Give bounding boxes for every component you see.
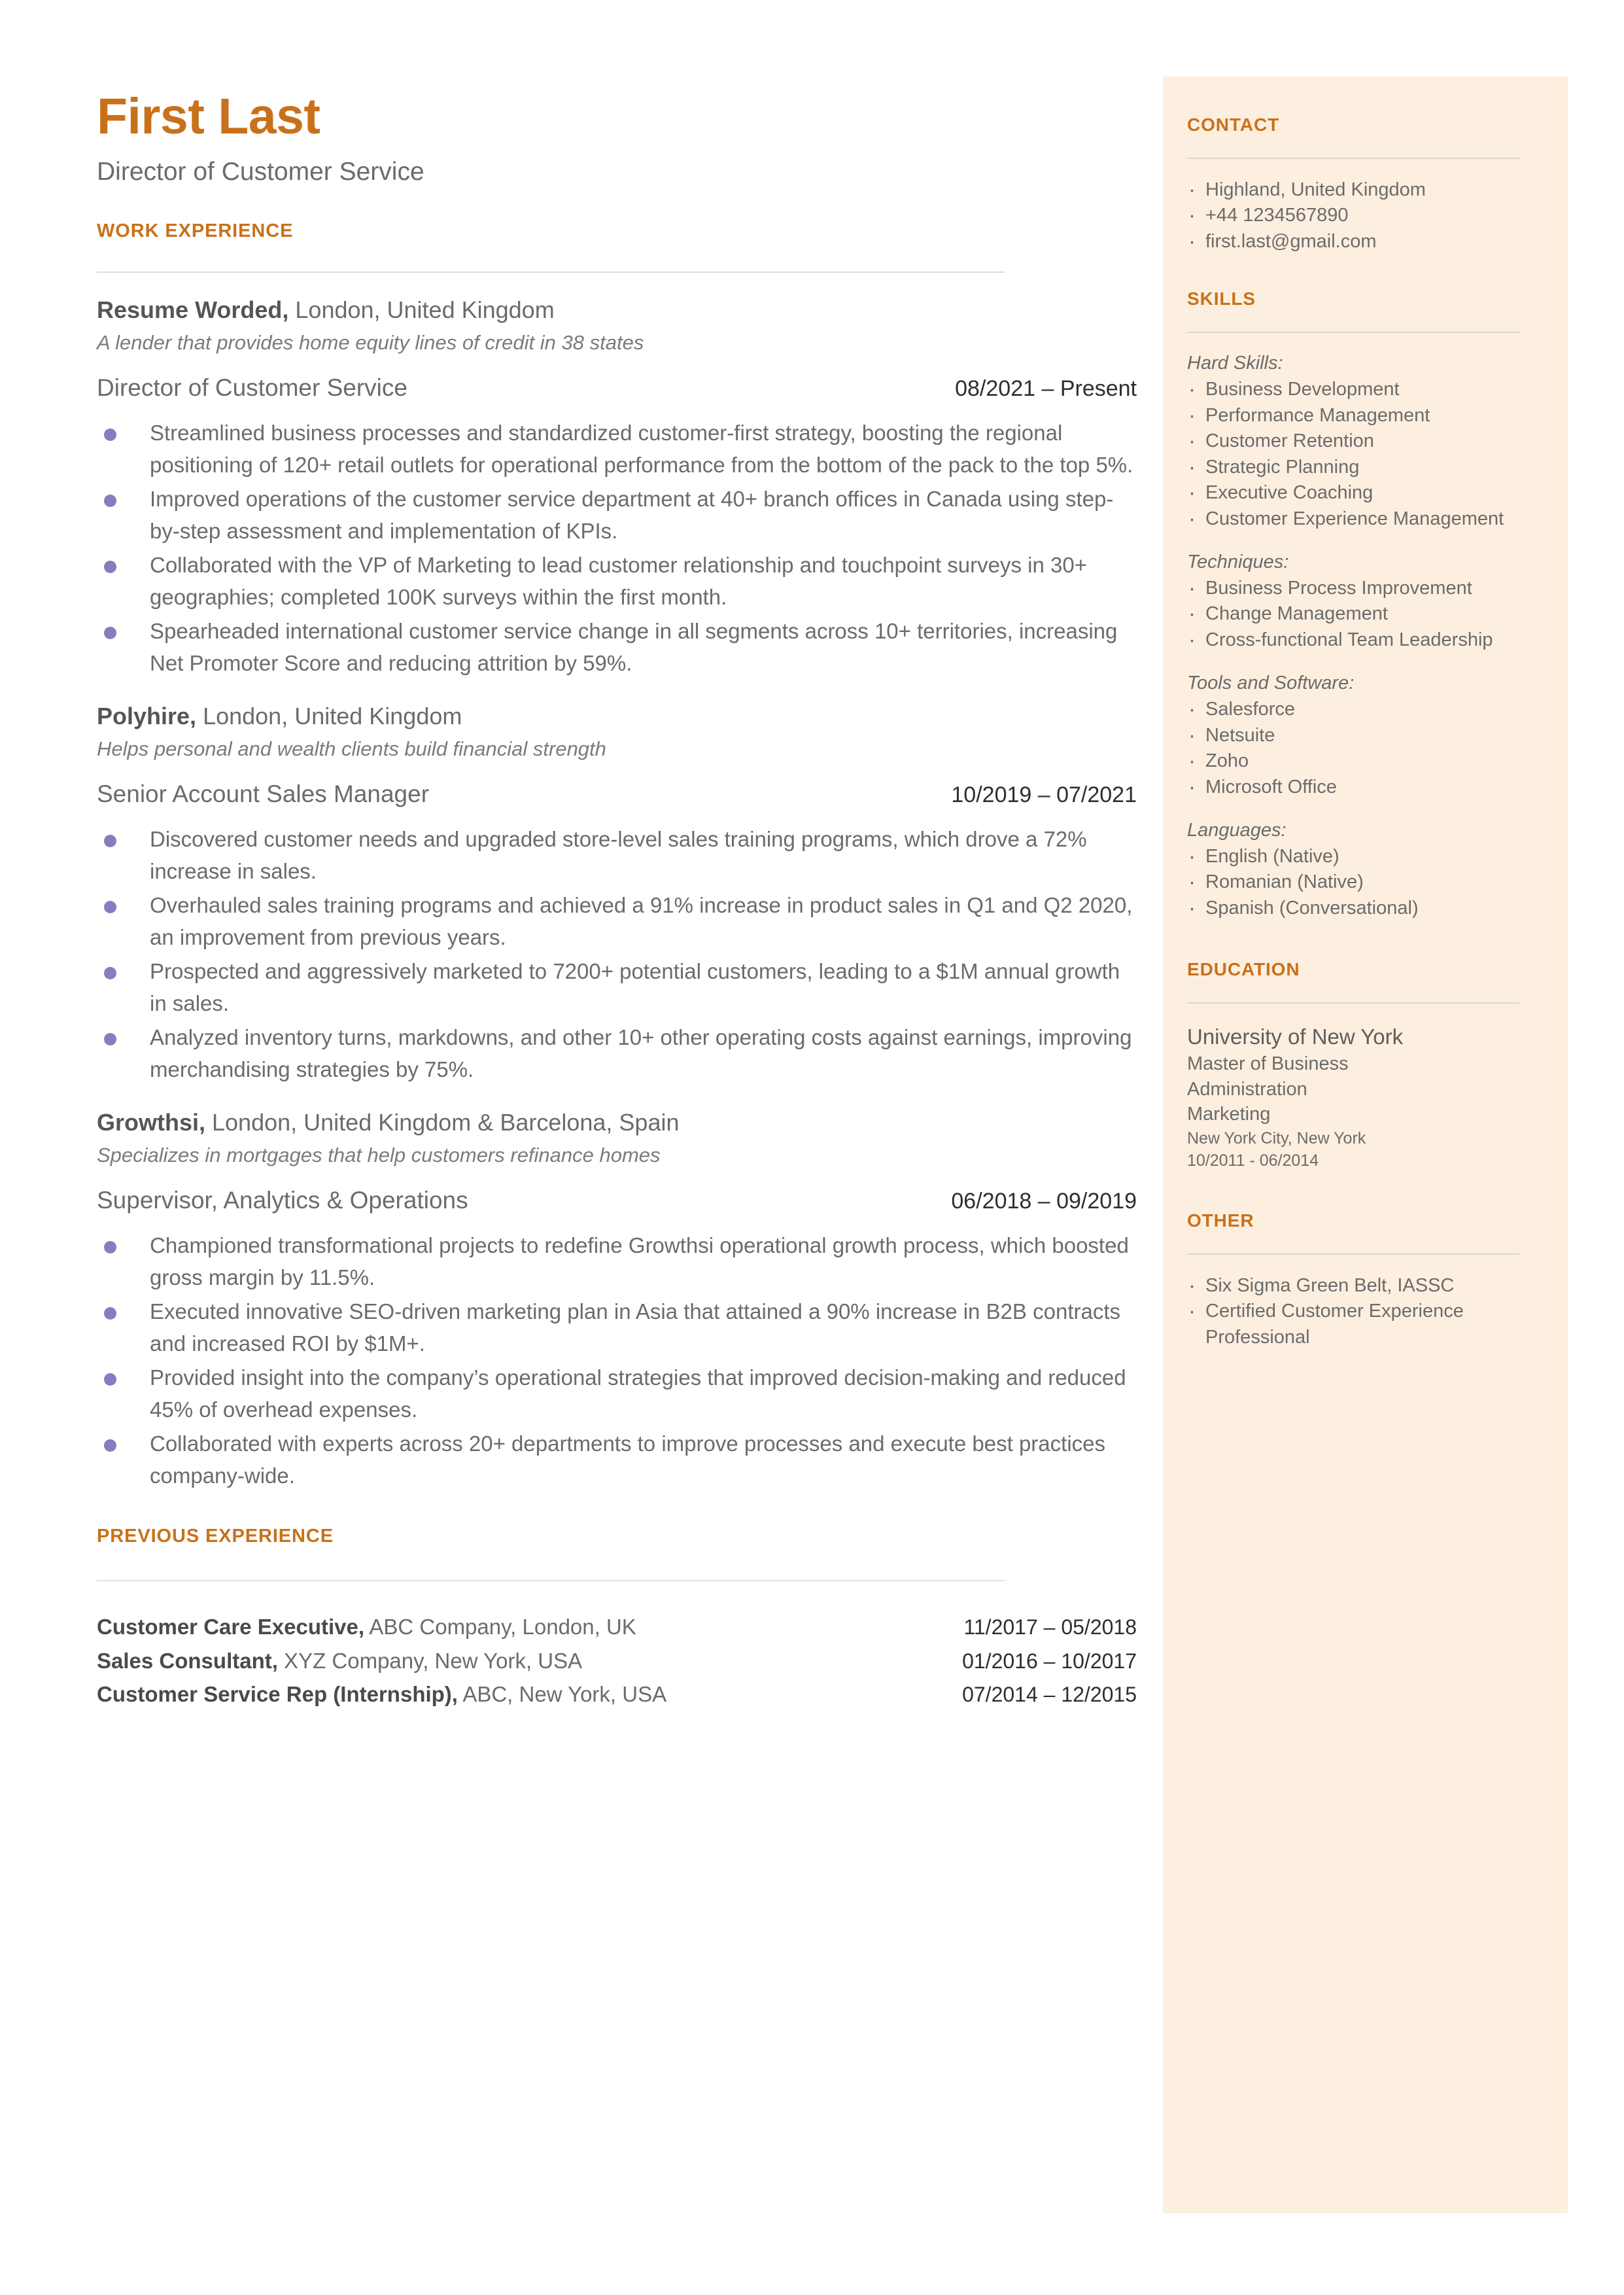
language-item: · Romanian (Native) [1187,869,1544,895]
skill-item: · Salesforce [1187,697,1544,722]
contact-list [1187,177,1544,254]
contact-item-phone: · +44 1234567890 [1187,203,1544,228]
previous-role-title: Customer Care Executive, [97,1615,365,1639]
achievement-item: Spearheaded international customer service change in all segments across 10+ territories, increasing Net Promoter Score and reducing attrition by 59%. [97,616,1137,679]
role-dates: 10/2019 – 07/2021 [951,782,1137,808]
previous-experience-list [97,1610,1137,1711]
achievement-list [97,1230,1137,1492]
previous-role-line [97,1644,582,1677]
previous-role-line [97,1677,666,1711]
candidate-job-title: Director of Customer Service [97,158,424,186]
skills-group-list [1187,844,1544,921]
skill-item: · Customer Retention [1187,429,1544,454]
skills-group-label: Techniques: [1187,551,1289,572]
skill-item: · Microsoft Office [1187,775,1544,800]
achievement-list [97,824,1137,1085]
contact-divider [1187,158,1519,159]
education-location: New York City, New York [1187,1129,1366,1148]
achievement-item: Provided insight into the company’s operational strategies that improved decision-making and reduced 45% of overhead expenses. [97,1362,1137,1426]
skills-group-tools-and-software [1187,673,1544,800]
company-line [97,295,1137,325]
skill-item: · Business Development [1187,377,1544,402]
previous-experience-row [97,1610,1137,1644]
company-location: London, United Kingdom [196,703,462,730]
company-location: London, United Kingdom [288,296,555,323]
skill-item: · Strategic Planning [1187,455,1544,480]
previous-role-title: Sales Consultant, [97,1648,278,1673]
achievement-item: Discovered customer needs and upgraded store-level sales training programs, which drove a 72% increase in sales. [97,824,1137,887]
other-list [1187,1273,1544,1350]
role-dates: 08/2021 – Present [955,376,1137,402]
previous-role-dates: 07/2014 – 12/2015 [962,1683,1137,1707]
skills-group-label: Tools and Software: [1187,673,1355,694]
skill-item: · Executive Coaching [1187,480,1544,506]
skills-group-techniques [1187,552,1544,653]
skill-item: · Performance Management [1187,403,1544,429]
company-line [97,1108,1137,1138]
education-degree-line-1: Master of Business [1187,1053,1349,1075]
language-item: · Spanish (Conversational) [1187,896,1544,921]
company-location: London, United Kingdom & Barcelona, Spain [205,1109,680,1136]
previous-role-detail: ABC, New York, USA [457,1682,667,1707]
certification-item: · Six Sigma Green Belt, IASSC [1187,1273,1544,1299]
previous-role-detail: ABC Company, London, UK [364,1615,636,1639]
previous-role-dates: 11/2017 – 05/2018 [963,1615,1137,1639]
achievement-item: Prospected and aggressively marketed to 7200+ potential customers, leading to a $1M annual growth in sales. [97,956,1137,1019]
role-row [97,1187,1137,1214]
achievement-item: Improved operations of the customer service department at 40+ branch offices in Canada using step-by-step assessment and implementation of KPIs. [97,483,1137,547]
sidebar-column [1187,114,1544,1350]
skills-group-list [1187,576,1544,653]
company-line [97,701,1137,731]
experience-entry [97,1108,1137,1492]
company-description: A lender that provides home equity lines of credit in 38 states [97,331,644,355]
skill-item: · Change Management [1187,601,1544,627]
education-school: University of New York [1187,1025,1404,1049]
candidate-name: First Last [97,88,320,145]
education-dates: 10/2011 - 06/2014 [1187,1151,1319,1170]
company-name: Resume Worded, [97,296,289,323]
previous-experience-heading: PREVIOUS EXPERIENCE [97,1526,334,1547]
role-dates: 06/2018 – 09/2019 [951,1189,1137,1214]
skills-group-hard-skills [1187,353,1544,532]
achievement-item: Championed transformational projects to redefine Growthsi operational growth process, which boosted gross margin by 11.5%. [97,1230,1137,1293]
skills-group-languages [1187,820,1544,921]
skills-group-list [1187,377,1544,532]
achievement-item: Overhauled sales training programs and achieved a 91% increase in product sales in Q1 and Q2 2020, an improvement from previous years. [97,890,1137,953]
main-column [97,88,1137,1711]
education-heading: EDUCATION [1187,959,1300,980]
role-title: Supervisor, Analytics & Operations [97,1187,468,1214]
skill-item: · Cross-functional Team Leadership [1187,627,1544,653]
skills-group-label: Hard Skills: [1187,353,1283,374]
certification-item: · Certified Customer Experience Professional [1187,1299,1544,1350]
education-divider [1187,1002,1519,1004]
company-description: Helps personal and wealth clients build financial strength [97,737,606,761]
skill-item: · Business Process Improvement [1187,576,1544,601]
contact-item-location: · Highland, United Kingdom [1187,177,1544,203]
previous-experience-row [97,1644,1137,1678]
work-experience-heading: WORK EXPERIENCE [97,220,294,241]
company-name: Polyhire, [97,703,197,730]
achievement-item: Executed innovative SEO-driven marketing plan in Asia that attained a 90% increase in B2B contracts and increased ROI by $1M+. [97,1296,1137,1359]
achievement-item: Streamlined business processes and standardized customer-first strategy, boosting the regional positioning of 120+ retail outlets for operational performance from the bottom of the pack to the top 5%. [97,417,1137,481]
achievement-list [97,417,1137,679]
skills-divider [1187,332,1519,333]
previous-role-title: Customer Service Rep (Internship), [97,1682,458,1707]
skills-group-label: Languages: [1187,820,1287,841]
previous-role-line [97,1610,636,1643]
experience-entry [97,295,1137,679]
previous-experience-row [97,1677,1137,1711]
achievement-item: Collaborated with the VP of Marketing to lead customer relationship and touchpoint surveys in 30+ geographies; completed 100K surveys within the first month. [97,550,1137,613]
education-field: Marketing [1187,1104,1271,1125]
language-item: · English (Native) [1187,844,1544,869]
previous-role-detail: XYZ Company, New York, USA [277,1648,583,1673]
work-experience-divider [97,272,1005,273]
skill-item: · Zoho [1187,748,1544,774]
achievement-item: Collaborated with experts across 20+ departments to improve processes and execute best practices company-wide. [97,1428,1137,1492]
role-title: Director of Customer Service [97,374,407,402]
contact-heading: CONTACT [1187,114,1280,135]
role-row [97,374,1137,402]
skills-heading: SKILLS [1187,289,1256,309]
other-divider [1187,1253,1519,1255]
contact-item-email[interactable]: · first.last@gmail.com [1187,229,1544,254]
company-name: Growthsi, [97,1109,206,1136]
role-title: Senior Account Sales Manager [97,780,430,808]
previous-role-dates: 01/2016 – 10/2017 [962,1649,1137,1673]
other-heading: OTHER [1187,1210,1254,1231]
education-degree-line-2: Administration [1187,1078,1307,1100]
previous-experience-divider [97,1580,1005,1581]
role-row [97,780,1137,808]
skills-group-list [1187,697,1544,800]
skill-item: · Customer Experience Management [1187,506,1544,532]
skill-item: · Netsuite [1187,723,1544,748]
company-description: Specializes in mortgages that help customers refinance homes [97,1144,661,1167]
achievement-item: Analyzed inventory turns, markdowns, and other 10+ other operating costs against earnings, improving merchandising strategies by 75%. [97,1022,1137,1085]
experience-entry [97,701,1137,1085]
